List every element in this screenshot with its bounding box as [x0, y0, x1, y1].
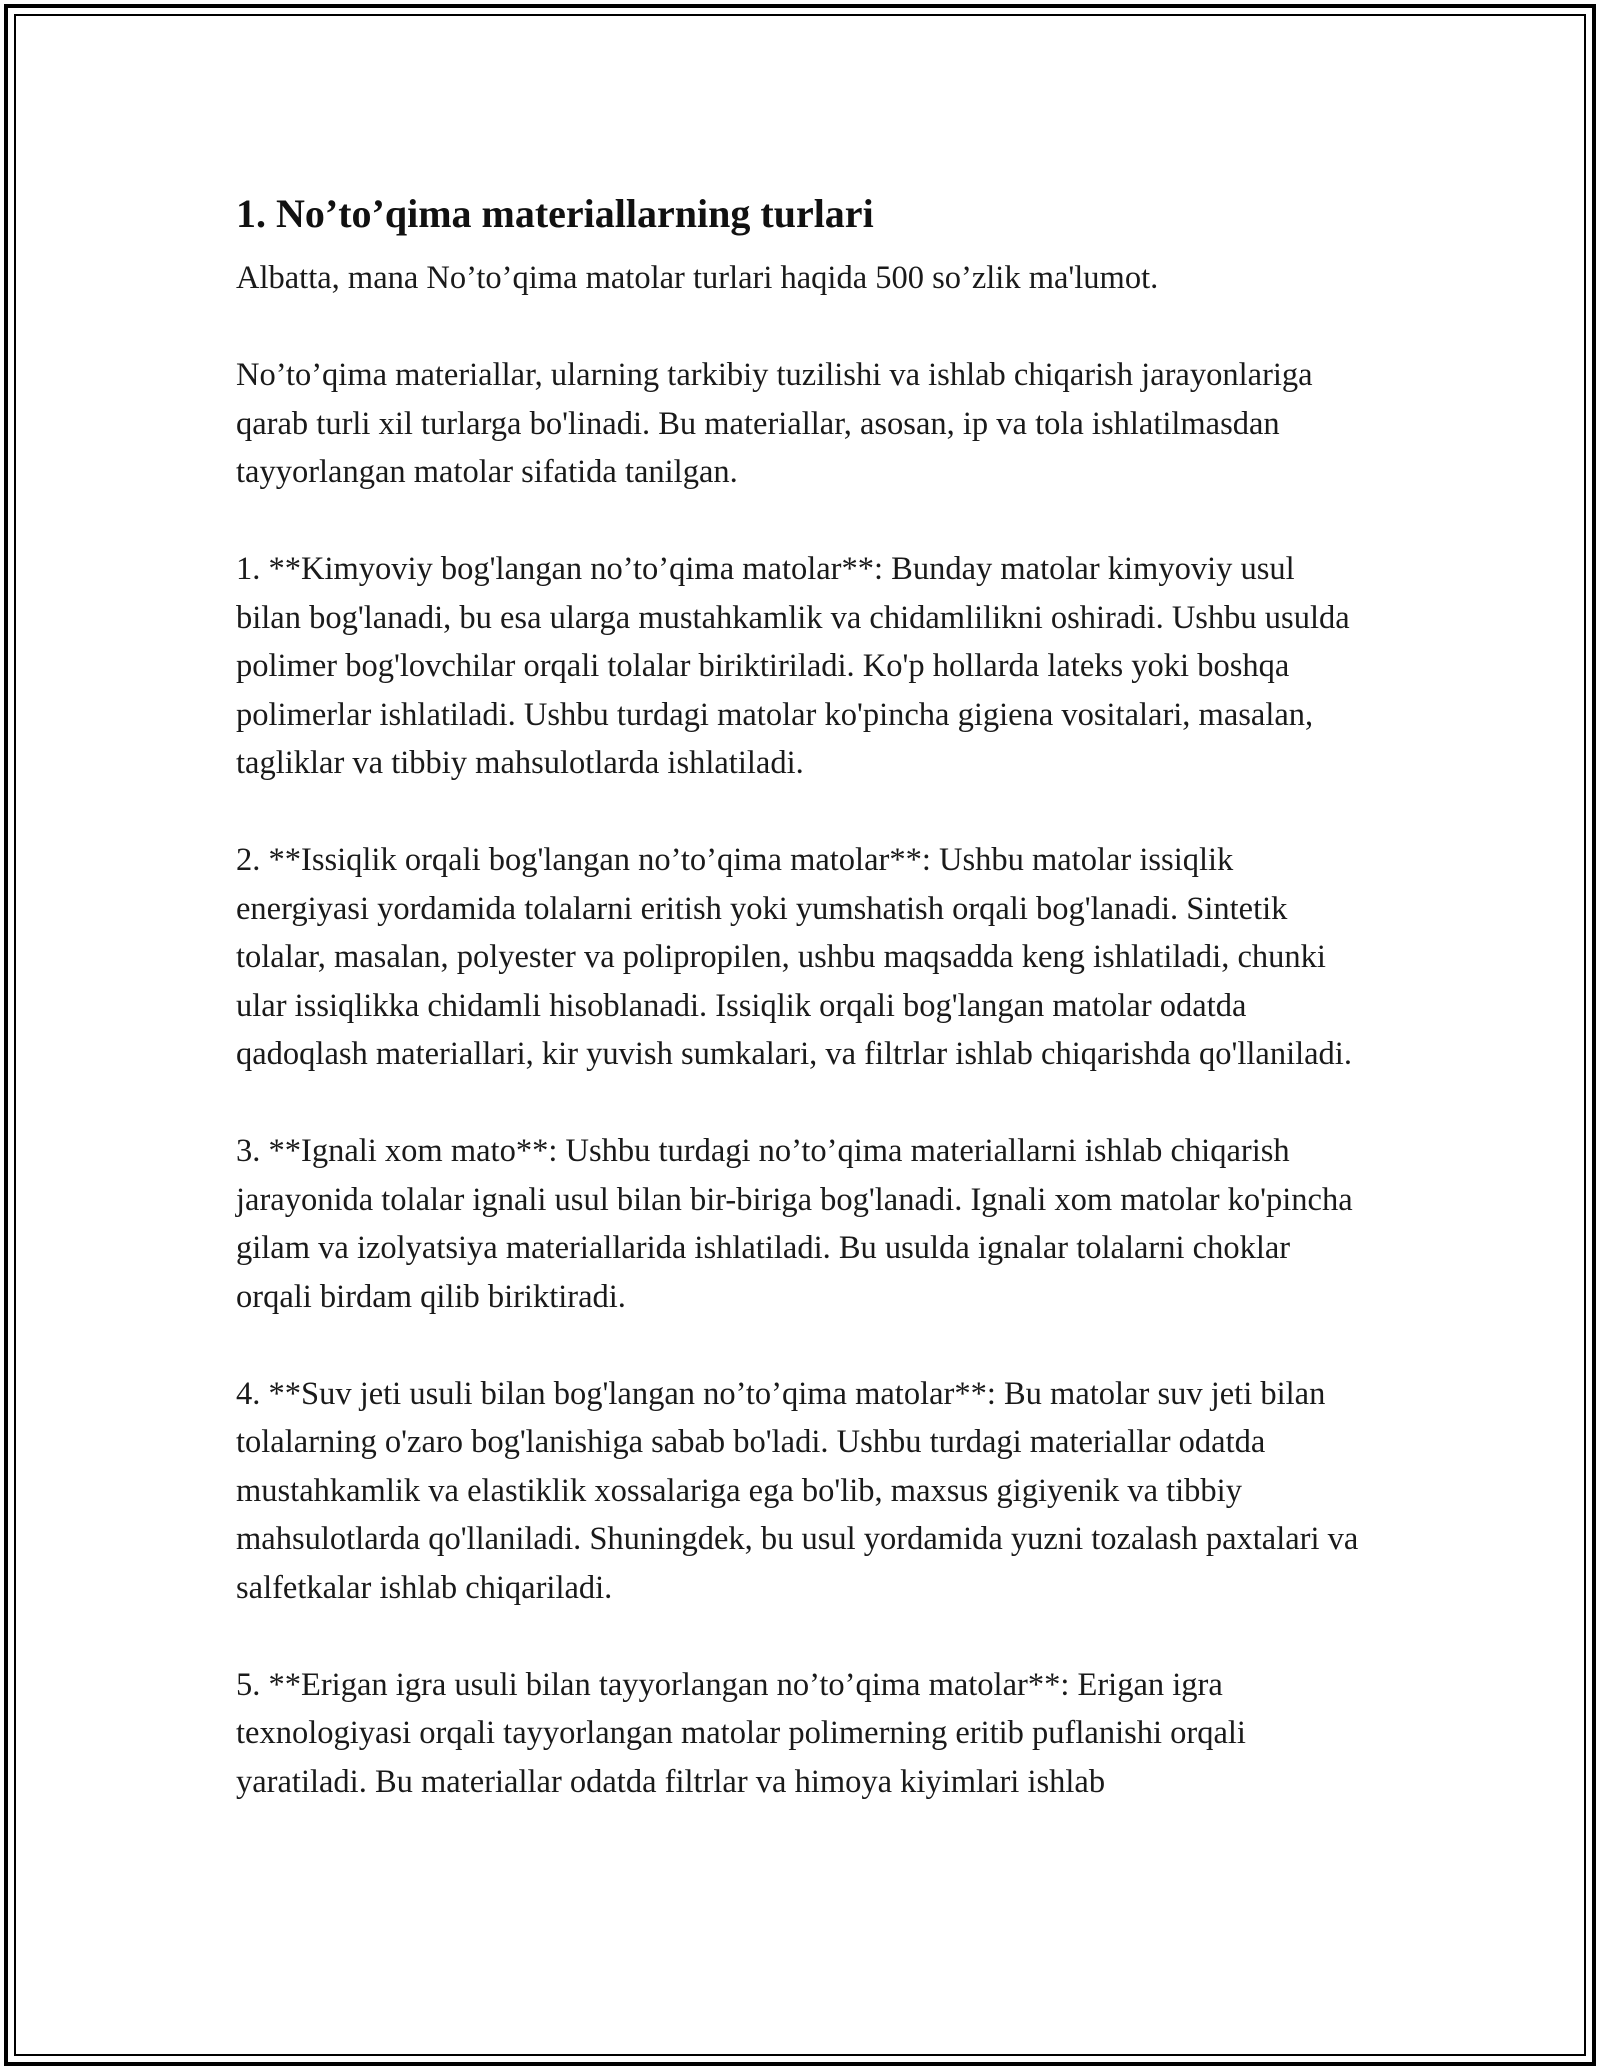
- document-body: [236, 186, 1366, 1806]
- section-heading: 1. No’to’qima materiallarning turlari: [236, 191, 874, 236]
- list-item-spunlace: 4. **Suv jeti usuli bilan bog'langan no’to’qima matolar**: Bu matolar suv jeti bilan tolalarning o'zaro bog'lanishiga sabab bo'ladi. Ushbu turdagi materiallar odatda mustahkamlik va elastiklik xossalariga ega bo'lib, maxsus gigiyenik va tibbiy mahsulotlarda qo'llaniladi. Shuningdek, bu usul yordamida yuzni tozalash paxtalari va salfetkalar ishlab chiqariladi.: [236, 1375, 1359, 1606]
- list-item-needle-punched: 3. **Ignali xom mato**: Ushbu turdagi no’to’qima materiallarni ishlab chiqarish jarayonida tolalar ignali usul bilan bir-biriga bog'lanadi. Ignali xom matolar ko'pincha gilam va izolyatsiya materiallarida ishlatiladi. Bu usulda ignalar tolalarni choklar orqali birdam qilib biriktiradi.: [236, 1133, 1353, 1315]
- list-item-meltblown: 5. **Erigan igra usuli bilan tayyorlangan no’to’qima matolar**: Erigan igra texnologiyasi orqali tayyorlangan matolar polimerning eritib puflanishi orqali yaratiladi. Bu materiallar odatda filtrlar va himoya kiyimlari ishlab: [236, 1666, 1246, 1800]
- overview-paragraph: No’to’qima materiallar, ularning tarkibiy tuzilishi va ishlab chiqarish jarayonlariga qarab turli xil turlarga bo'linadi. Bu materiallar, asosan, ip va tola ishlatilmasdan tayyorlangan matolar sifatida tanilgan.: [236, 357, 1313, 490]
- list-item-thermal-bonded: 2. **Issiqlik orqali bog'langan no’to’qima matolar**: Ushbu matolar issiqlik energiyasi yordamida tolalarni eritish yoki yumshatish orqali bog'lanadi. Sintetik tolalar, masalan, polyester va polipropilen, ushbu maqsadda keng ishlatiladi, chunki ular issiqlikka chidamli hisoblanadi. Issiqlik orqali bog'langan matolar odatda qadoqlash materiallari, kir yuvish sumkalari, va filtrlar ishlab chiqarishda qo'llaniladi.: [236, 842, 1352, 1072]
- intro-paragraph: Albatta, mana No’to’qima matolar turlari haqida 500 so’zlik ma'lumot.: [236, 260, 1159, 296]
- list-item-chemical-bonded: 1. **Kimyoviy bog'langan no’to’qima matolar**: Bunday matolar kimyoviy usul bilan bog'lanadi, bu esa ularga mustahkamlik va chidamlilikni oshiradi. Ushbu usulda polimer bog'lovchilar orqali tolalar biriktiriladi. Ko'p hollarda lateks yoki boshqa polimerlar ishlatiladi. Ushbu turdagi matolar ko'pincha gigiena vositalari, masalan, tagliklar va tibbiy mahsulotlarda ishlatiladi.: [236, 551, 1350, 781]
